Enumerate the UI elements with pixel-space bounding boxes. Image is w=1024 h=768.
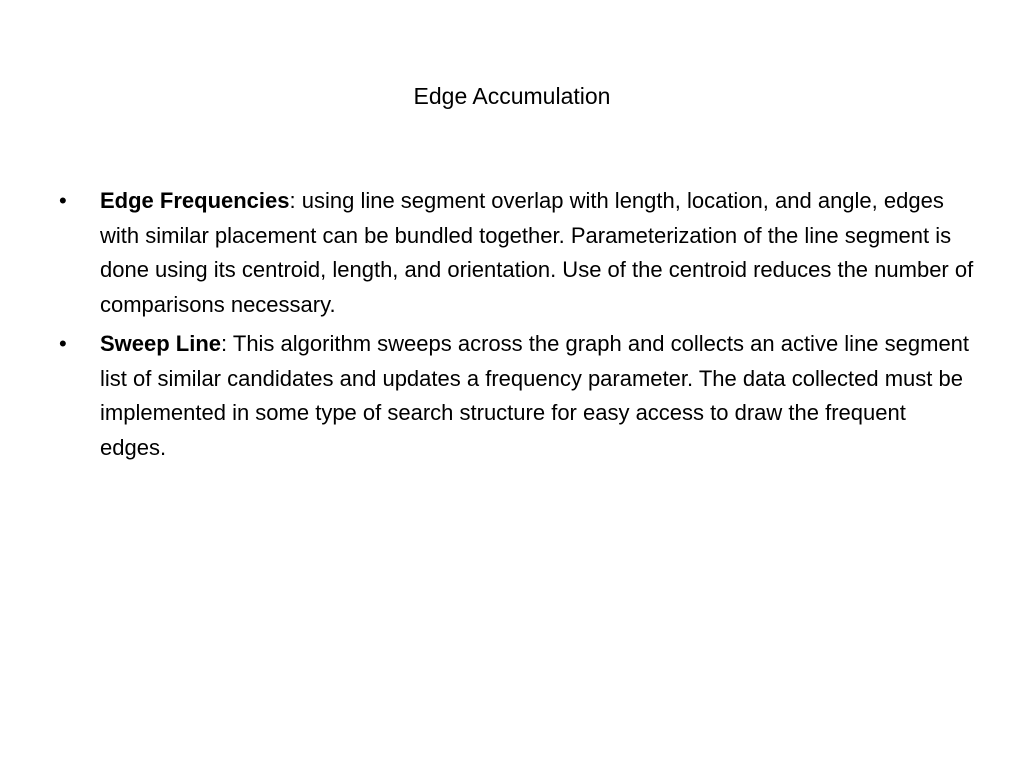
bullet-item-sweep-line [56, 327, 976, 465]
bullet-item-edge-frequencies [56, 184, 976, 322]
slide-title: Edge Accumulation [413, 83, 611, 109]
bullet-term: Edge Frequencies [100, 188, 290, 213]
bullet-marker: • [59, 331, 67, 356]
bullet-list [56, 184, 976, 470]
bullet-text: : using line segment overlap with length, location, and angle, edges with similar placement can be bundled together. Parameterization of the line segment is done using its centroid, length, and orientation. Use of the centroid reduces the number of comparisons necessary. [100, 188, 974, 317]
bullet-term: Sweep Line [100, 331, 222, 356]
bullet-text: : This algorithm sweeps across the graph and collects an active line segment list of similar candidates and updates a frequency parameter. The data collected must be implemented in some type of search structure for easy access to draw the frequent edges. [100, 331, 970, 460]
bullet-marker: • [59, 188, 67, 213]
